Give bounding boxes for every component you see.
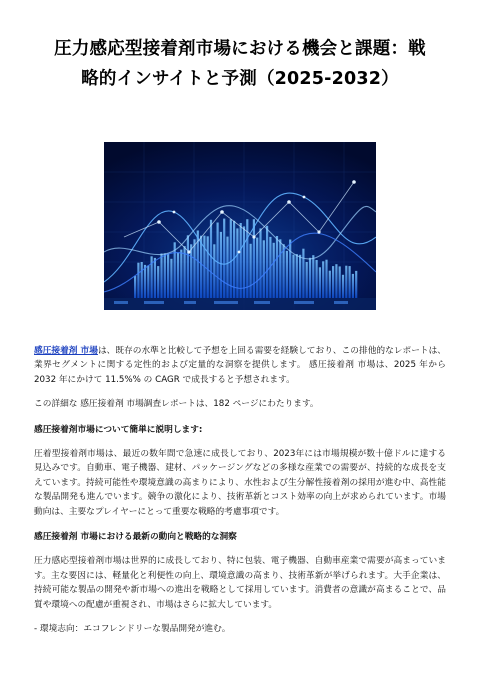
hero-bar (352, 274, 354, 298)
hero-bar (154, 258, 156, 298)
hero-bar (160, 254, 162, 299)
hero-bar (296, 254, 298, 298)
hero-bar (137, 263, 139, 298)
hero-bar (193, 239, 195, 298)
hero-bar (250, 244, 252, 298)
hero-bar (256, 238, 258, 298)
hero-bar (147, 266, 149, 299)
hero-bar (144, 265, 146, 298)
hero-bar (210, 220, 212, 298)
hero-bar (355, 271, 357, 298)
hero-bar (141, 262, 143, 298)
title-line-2: 略的インサイトと予測（2025-2032） (81, 69, 399, 89)
hero-bar (319, 267, 321, 298)
hero-chart-illustration (104, 142, 376, 310)
hero-bar (177, 253, 179, 298)
hero-bar (289, 240, 291, 299)
hero-bar (339, 266, 341, 298)
hero-bar (306, 262, 308, 298)
hero-bar (207, 236, 209, 298)
intro-text: は、既存の水準と比較して予想を上回る需要を経験しており、この排他的なレポートは、業界セグメントに関する定性的および定量的な洞察を提供します。 感圧接着剤 市場は、2025 年から 2032 年にかけて 11.5%% の CAGR で成長すると予想されます。 (34, 346, 446, 385)
hero-bar (342, 275, 344, 298)
hero-bar (292, 255, 294, 298)
title-line-1: 圧力感応型接着剤市場における機会と課題：戦 (54, 39, 426, 59)
hero-bar (266, 226, 268, 298)
hero-bar (349, 266, 351, 298)
hero-bar (187, 235, 189, 298)
section2-heading: 感圧接着剤 市場における最新の動向と戦略的な洞察 (34, 532, 237, 543)
report-pages-text: この詳細な 感圧接着剤 市場調査レポートは、182 ページにわたります。 (34, 399, 319, 410)
hero-bar (180, 250, 182, 298)
hero-bar (316, 260, 318, 298)
hero-bar (253, 219, 255, 298)
hero-bar (200, 236, 202, 298)
bullet-item: - 環境志向：エコフレンドリーな製品開発が進む。 (34, 624, 231, 635)
hero-bar (157, 266, 159, 298)
hero-bar (217, 223, 219, 299)
hero-bar (309, 258, 311, 298)
hero-bar (276, 236, 278, 298)
hero-bar (170, 259, 172, 298)
hero-bar (332, 266, 334, 298)
hero-bar (243, 226, 245, 298)
document-title (34, 0, 446, 94)
hero-bar (240, 223, 242, 298)
section1-heading: 感圧接着剤市場について簡単に説明します: (34, 424, 203, 435)
hero-bar (263, 240, 265, 298)
hero-bar (322, 261, 324, 298)
hero-bar (335, 264, 337, 298)
hero-bar (213, 244, 215, 298)
hero-bar (312, 255, 314, 298)
hero-bar (302, 249, 304, 298)
hero-bar (279, 239, 281, 298)
hero-bar (259, 228, 261, 298)
hero-bar (134, 276, 136, 298)
hero-bar (325, 260, 327, 298)
hero-bar (299, 255, 301, 298)
hero-bar (329, 271, 331, 298)
hero-bar (164, 253, 166, 298)
hero-bar (283, 244, 285, 298)
market-link[interactable]: 感圧接着剤 市場 (34, 346, 98, 356)
hero-bar (345, 266, 347, 298)
section2-text: 圧力感応型接着剤市場は世界的に成長しており、特に包装、電子機器、自動車産業で需要が高まっています。主な要因には、軽量化と利便性の向上、環境意識の高まり、技術革新が挙げられます。大手企業は、持続可能な製品の開発や新市場への進出を戦略として採用しています。消費者の意識が高まることで、品質や環境への配慮が重視され、市場はさらに拡大しています。 (34, 556, 446, 610)
hero-bar (167, 254, 169, 298)
hero-bar (220, 232, 222, 298)
hero-bar (286, 251, 288, 298)
section1-text: 圧着型接着剤市場は、最近の数年間で急速に成長しており、2023年には市場規模が数十億ドルに達する見込みです。自動車、電子機器、建材、パッケージングなどの多様な産業での需要が、持続的な成長を支えています。持続可能性や環境意識の高まりにより、水性および生分解性接着剤の採用が進む中、高性能な製品開発も進んでいます。競争の激化により、技術革新とコスト効率の向上が求められています。市場動向は、主要なプレイヤーにとって重要な戦略的考慮事項です。 (34, 449, 446, 517)
hero-bar (273, 243, 275, 298)
intro-paragraph (34, 344, 446, 387)
hero-bar (226, 237, 228, 298)
hero-bar (223, 219, 225, 298)
